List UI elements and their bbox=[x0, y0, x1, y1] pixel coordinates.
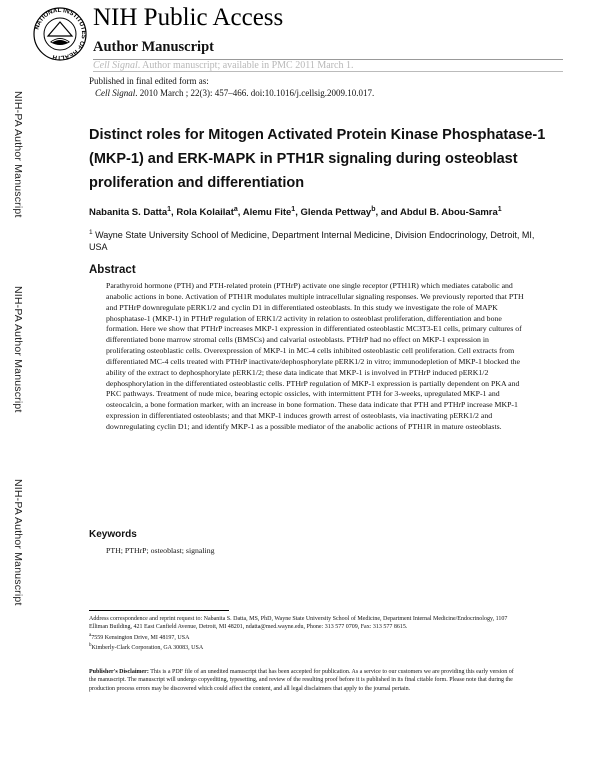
author-list bbox=[89, 204, 569, 218]
author-affiliation-mark: 1 bbox=[167, 206, 172, 213]
affiliation-text: Wayne State University School of Medicine, Department Internal Medicine, Division Endocrinology, Detroit, MI, USA bbox=[89, 230, 535, 252]
author-name: Rola Kolailat bbox=[176, 207, 234, 219]
author-name: Nabanita S. Datta bbox=[89, 207, 168, 219]
footnote-b-mark: b bbox=[89, 642, 92, 648]
citation-journal: Cell Signal bbox=[95, 88, 136, 98]
affiliation-mark: 1 bbox=[89, 229, 93, 236]
side-watermark: NIH-PA Author Manuscript bbox=[12, 479, 24, 606]
nih-logo bbox=[32, 6, 88, 62]
footnote-b-text: Kimberly-Clark Corporation, GA 30083, USA bbox=[91, 644, 204, 651]
abstract-heading: Abstract bbox=[89, 264, 136, 276]
article-title: Distinct roles for Mitogen Activated Protein Kinase Phosphatase-1 (MKP-1) and ERK-MAPK in PTH1R signaling during osteoblast proliferation and differentiation bbox=[89, 127, 546, 191]
side-watermark: NIH-PA Author Manuscript bbox=[12, 91, 24, 218]
author-affiliation-mark: 1 bbox=[497, 206, 502, 213]
author-name: Alemu Fite bbox=[242, 207, 292, 219]
disclaimer-text: This is a PDF file of an unedited manuscript that has been accepted for publication. As a service to our customers we are providing this early version of the manuscript. The manuscript will undergo copyediting, typesetting, and review of the resulting proof before it is published in its final citable form. Please note that during the production process errors may be discovered which could affect the content, and all legal disclaimers that apply to the journal pertain. bbox=[89, 669, 514, 692]
footnote-divider bbox=[89, 610, 229, 611]
keywords-heading: Keywords bbox=[89, 529, 137, 540]
publisher-disclaimer bbox=[89, 668, 519, 693]
availability-journal: Cell Signal bbox=[93, 60, 138, 71]
affiliation bbox=[89, 227, 549, 253]
footnote-a-mark: a bbox=[89, 632, 92, 638]
author-name: Glenda Pettway bbox=[300, 207, 372, 219]
header-divider-lower bbox=[93, 71, 563, 72]
keywords-text: PTH; PTHrP; osteoblast; signaling bbox=[106, 546, 215, 555]
footnote-a bbox=[89, 632, 519, 642]
author-separator: , bbox=[295, 207, 301, 219]
logo-text: NATIONAL INSTITUTES OF HEALTH bbox=[33, 6, 88, 62]
citation-details: . 2010 March ; 22(3): 457–466. doi:10.1016/j.cellsig.2009.10.017. bbox=[135, 88, 375, 98]
disclaimer-label: Publisher's Disclaimer: bbox=[89, 669, 149, 675]
footnote-a-text: 7559 Kensington Drive, MI 48197, USA bbox=[91, 634, 190, 641]
nih-public-access-title: NIH Public Access bbox=[93, 4, 284, 31]
author-name: Abdul B. Abou-Samra bbox=[399, 207, 498, 219]
availability-text: . Author manuscript; available in PMC 2011 March 1. bbox=[137, 60, 354, 71]
author-separator: , bbox=[171, 207, 177, 219]
footnotes bbox=[89, 615, 519, 652]
author-affiliation-mark: b bbox=[371, 206, 376, 213]
published-label: Published in final edited form as: bbox=[89, 76, 209, 86]
footnote-b bbox=[89, 642, 519, 652]
author-affiliation-mark: 1 bbox=[291, 206, 296, 213]
author-separator: , and bbox=[375, 207, 400, 219]
correspondence-note: Address correspondence and reprint request to: Nabanita S. Datta, MS, PhD, Wayne State University School of Medicine, Department Internal Medicine/Endocrinology, 1107 Elliman Building, 421 East Canfield Avenue, Detroit, MI 48201, ndatta@med.wayne.edu, Phone: 313 577 0709, Fax: 313 577 8615. bbox=[89, 616, 508, 631]
side-watermark: NIH-PA Author Manuscript bbox=[12, 286, 24, 413]
author-manuscript-label: Author Manuscript bbox=[93, 39, 214, 55]
author-separator: , bbox=[237, 207, 243, 219]
citation bbox=[95, 87, 374, 99]
abstract-text: Parathyroid hormone (PTH) and PTH-related protein (PTHrP) activate one single receptor (PTH1R) which mediates catabolic and anabolic actions in bone. Activation of PTH1R modulates multiple intracellular signaling responses. We previously reported that PTH and PTHrP downregulate pERK1/2 and cyclin D1 in differentiated osteoblasts. In this study we investigate the role of MAPK phosphatase-1 (MKP-1) in PTHrP regulation of ERK1/2 activity in relation to osteoblast proliferation, differentiation and bone formation. Here we show that PTHrP increases MKP-1 expression in differentiated osteoblastic MC3T3-E1 cells, primary cultures of differentiated bone marrow stromal cells (BMSCs) and calvarial osteoblasts. PTHrP had no effect on MKP-1 expression in proliferating osteoblastic cells. Overexpression of MKP-1 in MC-4 cells inhibited osteoblastic cell proliferation. Cell extracts from differentiated MC-4 cells treated with PTHrP inactivate/dephosphorylate pERK1/2 in vitro; immunodepletion of MKP-1 blocked the ability of the extract to dephosphorylate pERK1/2; these data indicate that MKP-1 is involved in PTHrP induced pERK1/2 dephosphorylation in the differentiated osteoblastic cells. PTHrP regulation of MKP-1 expression is partially dependent on PKA and PKC pathways. Treatment of nude mice, bearing ectopic ossicles, with intermittent PTH for 3-weeks, upregulated MKP-1 and osteocalcin, a bone formation marker, with an increase in bone formation. These data indicate that PTH and PTHrP increase MKP-1 expression in differentiated osteoblasts; and that MKP-1 induces growth arrest of osteoblasts, via inactivating pERK1/2 and downregulating cyclin D1; and identify MKP-1 as a possible mediator of the anabolic actions of PTH1R in mature osteoblasts. bbox=[106, 281, 524, 431]
author-affiliation-mark: a bbox=[233, 206, 238, 213]
